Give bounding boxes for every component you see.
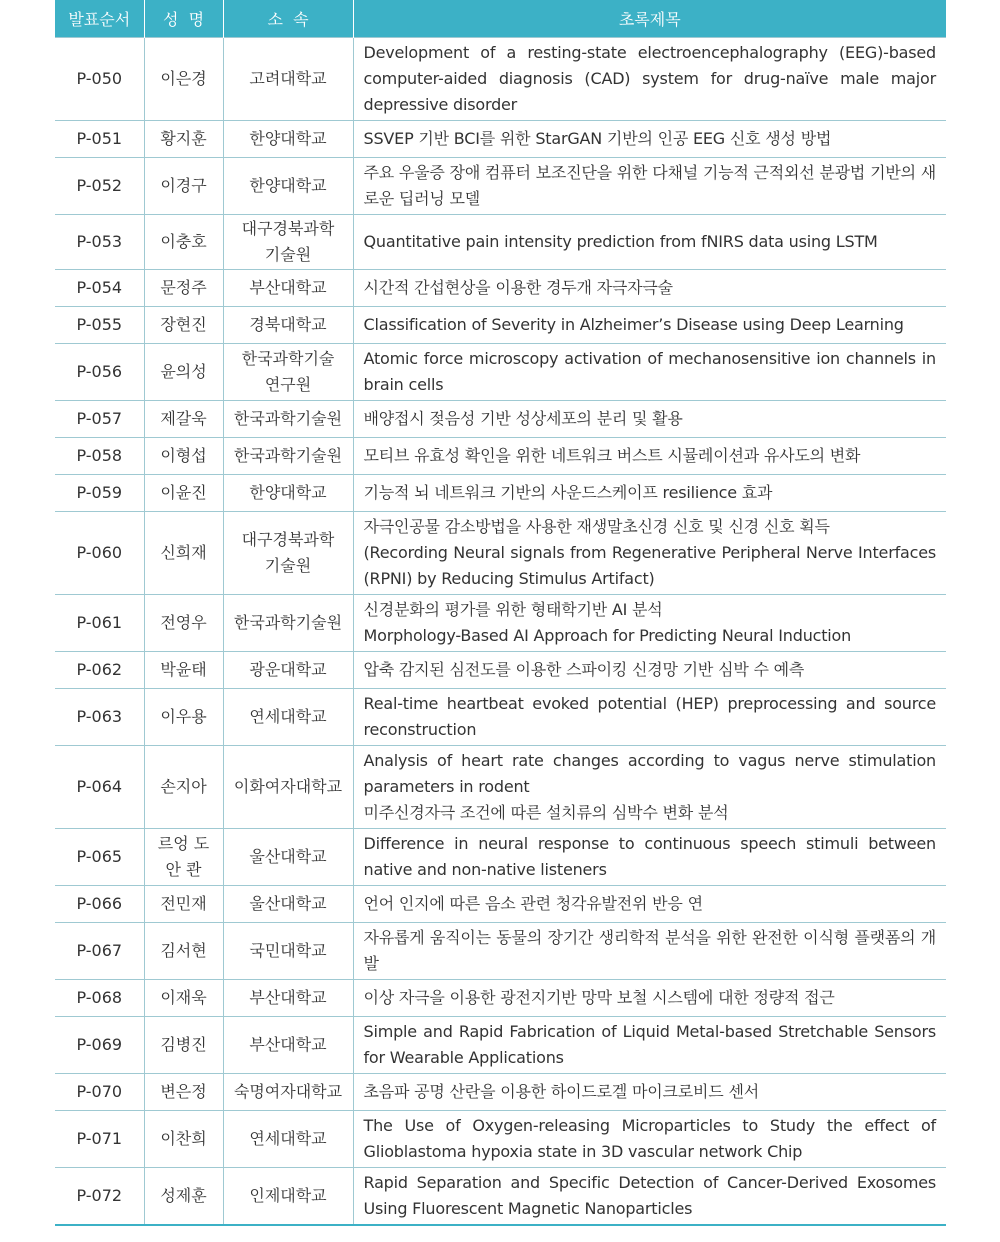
row-name-text: 전영우 <box>160 613 207 632</box>
row-name <box>144 652 223 689</box>
row-title <box>353 344 946 401</box>
header-order: 발표순서 <box>55 0 144 38</box>
row-affiliation-text: 부산대학교 <box>249 988 327 1007</box>
row-order: P-072 <box>55 1168 144 1226</box>
row-name <box>144 512 223 595</box>
row-title <box>353 215 946 270</box>
row-affiliation <box>223 746 353 829</box>
row-name <box>144 401 223 438</box>
row-name-text: 손지아 <box>160 777 207 796</box>
row-name-text: 윤의성 <box>160 362 207 381</box>
row-affiliation-text: 한양대학교 <box>249 483 327 502</box>
row-title-text: 주요 우울증 장애 컴퓨터 보조진단을 위한 다채널 기능적 근적외선 분광법 기반의 새로운 딥러닝 모델 <box>363 163 936 208</box>
row-affiliation-text: 한국과학기술원 <box>233 409 343 428</box>
row-title-text: 자극인공물 감소방법을 사용한 재생말초신경 신호 및 신경 신호 획득 <box>363 517 830 536</box>
table-row <box>55 344 946 401</box>
row-affiliation-text: 연세대학교 <box>249 707 327 726</box>
row-name-text: 문정주 <box>160 278 207 297</box>
abstract-table <box>55 0 946 1226</box>
header-affiliation: 소 속 <box>223 0 353 38</box>
row-title <box>353 1111 946 1168</box>
row-order: P-069 <box>55 1017 144 1074</box>
row-name-text: 황지훈 <box>160 129 207 148</box>
table-row <box>55 215 946 270</box>
row-title-text: Simple and Rapid Fabrication of Liquid Metal-based Stretchable Sensors for Wearable Applications <box>363 1022 936 1067</box>
row-affiliation <box>223 270 353 307</box>
row-title-text: Real-time heartbeat evoked potential (HEP) preprocessing and source reconstruction <box>363 694 936 739</box>
row-name <box>144 1017 223 1074</box>
row-affiliation-text: 대구경북과학기술원 <box>241 219 335 264</box>
row-title-text-secondary: (Recording Neural signals from Regenerative Peripheral Nerve Interfaces (RPNI) by Reducing Stimulus Artifact) <box>363 543 936 588</box>
row-affiliation <box>223 689 353 746</box>
row-order: P-051 <box>55 121 144 158</box>
row-name-text: 르엉 도 안 콴 <box>157 834 210 879</box>
abstract-table-container <box>55 0 946 1226</box>
row-title-text: 압축 감지된 심전도를 이용한 스파이킹 신경망 기반 심박 수 예측 <box>363 660 805 679</box>
row-name <box>144 158 223 215</box>
row-order: P-055 <box>55 307 144 344</box>
row-affiliation <box>223 401 353 438</box>
row-title-text: 모티브 유효성 확인을 위한 네트워크 버스트 시뮬레이션과 유사도의 변화 <box>363 446 861 465</box>
row-title-text: Rapid Separation and Specific Detection of Cancer-Derived Exosomes Using Fluorescent Magnetic Nanoparticles <box>363 1173 936 1218</box>
table-row <box>55 829 946 886</box>
row-title-text: 이상 자극을 이용한 광전지기반 망막 보철 시스템에 대한 정량적 접근 <box>363 988 835 1007</box>
row-order: P-067 <box>55 923 144 980</box>
row-name <box>144 829 223 886</box>
row-title-text: Difference in neural response to continuous speech stimuli between native and non-native listeners <box>363 834 936 879</box>
row-title-text: 배양접시 젖음성 기반 성상세포의 분리 및 활용 <box>363 409 683 428</box>
row-title-text: Atomic force microscopy activation of mechanosensitive ion channels in brain cells <box>363 349 936 394</box>
header-name: 성 명 <box>144 0 223 38</box>
row-affiliation-text: 국민대학교 <box>249 941 327 960</box>
table-row <box>55 923 946 980</box>
row-title <box>353 121 946 158</box>
row-affiliation-text: 울산대학교 <box>249 894 327 913</box>
row-order: P-053 <box>55 215 144 270</box>
row-title-text: 언어 인지에 따른 음소 관련 청각유발전위 반응 연 <box>363 894 703 913</box>
row-affiliation <box>223 307 353 344</box>
table-row <box>55 980 946 1017</box>
row-title <box>353 512 946 595</box>
row-affiliation <box>223 475 353 512</box>
row-title <box>353 980 946 1017</box>
row-title-text: The Use of Oxygen-releasing Microparticles to Study the effect of Glioblastoma hypoxia state in 3D vascular network Chip <box>363 1116 936 1161</box>
row-affiliation-text: 한국과학기술연구원 <box>241 349 335 394</box>
row-name <box>144 746 223 829</box>
row-name-text: 김병진 <box>160 1035 207 1054</box>
table-row <box>55 595 946 652</box>
row-name <box>144 38 223 121</box>
row-name-text: 장현진 <box>160 315 207 334</box>
row-affiliation <box>223 512 353 595</box>
row-name-text: 박윤태 <box>160 660 207 679</box>
row-order: P-070 <box>55 1074 144 1111</box>
table-row <box>55 307 946 344</box>
row-title-text: Quantitative pain intensity prediction from fNIRS data using LSTM <box>363 232 878 251</box>
row-affiliation-text: 숙명여자대학교 <box>233 1082 343 1101</box>
row-title-text-secondary: 미주신경자극 조건에 따른 설치류의 심박수 변화 분석 <box>363 803 729 822</box>
row-title <box>353 38 946 121</box>
row-name-text: 제갈욱 <box>160 409 207 428</box>
row-name-text: 이경구 <box>160 176 207 195</box>
row-title-text: Classification of Severity in Alzheimer’s Disease using Deep Learning <box>363 315 904 334</box>
row-name-text: 이형섭 <box>160 446 207 465</box>
row-order: P-068 <box>55 980 144 1017</box>
row-affiliation <box>223 1074 353 1111</box>
table-row <box>55 689 946 746</box>
row-order: P-071 <box>55 1111 144 1168</box>
row-affiliation <box>223 1111 353 1168</box>
row-affiliation <box>223 923 353 980</box>
row-affiliation-text: 부산대학교 <box>249 278 327 297</box>
table-row <box>55 886 946 923</box>
row-name <box>144 270 223 307</box>
table-row <box>55 1168 946 1226</box>
row-name-text: 변은정 <box>160 1082 207 1101</box>
row-affiliation-text: 광운대학교 <box>249 660 327 679</box>
row-name <box>144 438 223 475</box>
row-title <box>353 1017 946 1074</box>
row-title-text: 신경분화의 평가를 위한 형태학기반 AI 분석 <box>363 600 663 619</box>
row-affiliation-text: 한양대학교 <box>249 176 327 195</box>
row-title-text: SSVEP 기반 BCI를 위한 StarGAN 기반의 인공 EEG 신호 생성 방법 <box>363 129 832 148</box>
row-affiliation <box>223 829 353 886</box>
row-affiliation <box>223 158 353 215</box>
row-title-text: 자유롭게 움직이는 동물의 장기간 생리학적 분석을 위한 완전한 이식형 플랫폼의 개발 <box>363 928 936 973</box>
row-affiliation-text: 울산대학교 <box>249 847 327 866</box>
row-title-text: Development of a resting-state electroencephalography (EEG)-based computer-aided diagnosis (CAD) system for drug-naïve male major depressive disorder <box>363 43 936 114</box>
row-name-text: 전민재 <box>160 894 207 913</box>
table-body <box>55 38 946 1226</box>
row-order: P-060 <box>55 512 144 595</box>
row-title <box>353 746 946 829</box>
row-name <box>144 215 223 270</box>
row-title <box>353 475 946 512</box>
row-title-text: 기능적 뇌 네트워크 기반의 사운드스케이프 resilience 효과 <box>363 483 773 502</box>
row-name <box>144 923 223 980</box>
row-name <box>144 689 223 746</box>
row-order: P-054 <box>55 270 144 307</box>
row-affiliation-text: 고려대학교 <box>249 69 327 88</box>
row-affiliation <box>223 438 353 475</box>
row-title <box>353 1168 946 1226</box>
row-affiliation-text: 한국과학기술원 <box>233 613 343 632</box>
table-row <box>55 652 946 689</box>
row-order: P-063 <box>55 689 144 746</box>
row-order: P-062 <box>55 652 144 689</box>
row-order: P-056 <box>55 344 144 401</box>
row-name <box>144 980 223 1017</box>
row-order: P-059 <box>55 475 144 512</box>
row-name-text: 성제훈 <box>160 1186 207 1205</box>
row-order: P-066 <box>55 886 144 923</box>
row-name-text: 이재욱 <box>160 988 207 1007</box>
row-name <box>144 475 223 512</box>
row-affiliation <box>223 886 353 923</box>
row-affiliation-text: 경북대학교 <box>249 315 327 334</box>
row-name <box>144 344 223 401</box>
table-row <box>55 438 946 475</box>
row-name <box>144 1111 223 1168</box>
row-title <box>353 158 946 215</box>
table-row <box>55 512 946 595</box>
row-name-text: 신희재 <box>160 543 207 562</box>
row-order: P-065 <box>55 829 144 886</box>
row-title-text-secondary: Morphology-Based AI Approach for Predicting Neural Induction <box>363 626 852 645</box>
table-row <box>55 1074 946 1111</box>
row-title-text: 시간적 간섭현상을 이용한 경두개 자극자극술 <box>363 278 673 297</box>
row-title <box>353 689 946 746</box>
row-name-text: 이은경 <box>160 69 207 88</box>
row-name <box>144 1074 223 1111</box>
row-affiliation <box>223 652 353 689</box>
table-row <box>55 1017 946 1074</box>
row-name-text: 이찬희 <box>160 1129 207 1148</box>
row-affiliation <box>223 980 353 1017</box>
row-name <box>144 307 223 344</box>
row-affiliation-text: 연세대학교 <box>249 1129 327 1148</box>
row-affiliation <box>223 38 353 121</box>
row-affiliation <box>223 595 353 652</box>
row-title-text: 초음파 공명 산란을 이용한 하이드로겔 마이크로비드 센서 <box>363 1082 759 1101</box>
row-name-text: 이윤진 <box>160 483 207 502</box>
row-affiliation-text: 이화여자대학교 <box>233 777 343 796</box>
table-row <box>55 158 946 215</box>
row-name <box>144 886 223 923</box>
row-order: P-064 <box>55 746 144 829</box>
row-affiliation-text: 대구경북과학기술원 <box>241 530 335 575</box>
row-name <box>144 121 223 158</box>
row-order: P-057 <box>55 401 144 438</box>
row-name <box>144 595 223 652</box>
row-title-text: Analysis of heart rate changes according to vagus nerve stimulation parameters in rodent <box>363 751 936 796</box>
table-row <box>55 401 946 438</box>
row-title <box>353 270 946 307</box>
header-title: 초록제목 <box>353 0 946 38</box>
table-header-row <box>55 0 946 38</box>
table-row <box>55 746 946 829</box>
row-name-text: 이충호 <box>160 232 207 251</box>
row-affiliation <box>223 121 353 158</box>
table-row <box>55 270 946 307</box>
row-title <box>353 652 946 689</box>
row-name-text: 이우용 <box>160 707 207 726</box>
row-title <box>353 923 946 980</box>
row-affiliation <box>223 215 353 270</box>
row-affiliation-text: 부산대학교 <box>249 1035 327 1054</box>
row-order: P-050 <box>55 38 144 121</box>
table-row <box>55 38 946 121</box>
row-title <box>353 1074 946 1111</box>
row-affiliation-text: 한국과학기술원 <box>233 446 343 465</box>
row-title <box>353 829 946 886</box>
row-name <box>144 1168 223 1226</box>
table-row <box>55 1111 946 1168</box>
row-affiliation <box>223 1168 353 1226</box>
row-affiliation-text: 인제대학교 <box>249 1186 327 1205</box>
row-order: P-058 <box>55 438 144 475</box>
row-order: P-061 <box>55 595 144 652</box>
row-title <box>353 595 946 652</box>
table-row <box>55 475 946 512</box>
row-order: P-052 <box>55 158 144 215</box>
row-title <box>353 307 946 344</box>
row-affiliation <box>223 344 353 401</box>
row-name-text: 김서현 <box>160 941 207 960</box>
row-title <box>353 886 946 923</box>
row-title <box>353 438 946 475</box>
row-affiliation-text: 한양대학교 <box>249 129 327 148</box>
table-row <box>55 121 946 158</box>
row-title <box>353 401 946 438</box>
row-affiliation <box>223 1017 353 1074</box>
